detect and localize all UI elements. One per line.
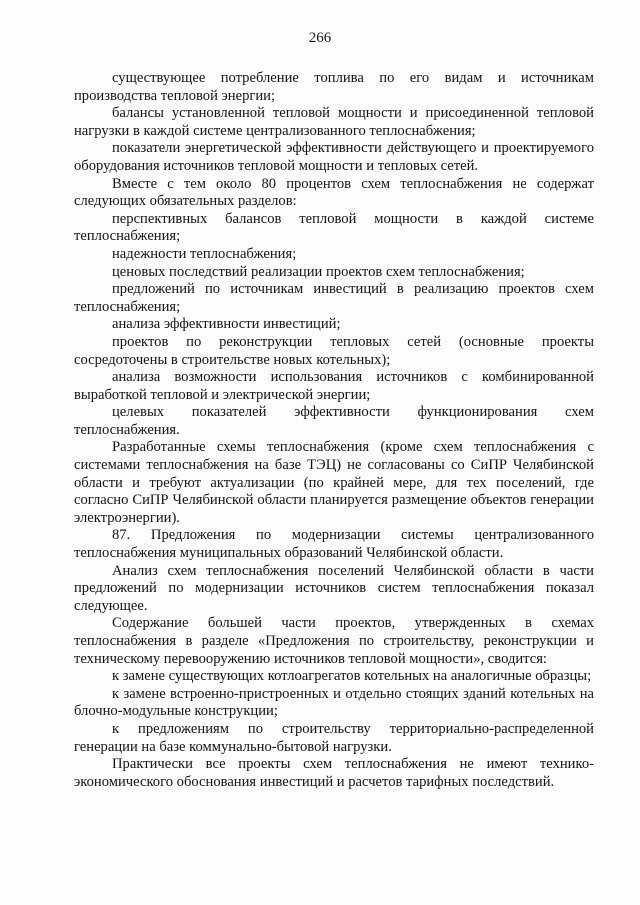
paragraph: анализа эффективности инвестиций; xyxy=(112,316,341,333)
paragraph: предложений по источникам инвестиций в реализацию проектов схем теплоснабжения; xyxy=(74,281,594,315)
paragraph: к предложениям по строительству территориально-распределенной генерации на базе коммунально-бытовой нагрузки. xyxy=(74,720,594,755)
paragraph: надежности теплоснабжения; xyxy=(112,245,297,262)
paragraph: к замене существующих котлоагрегатов котельных на аналогичные образцы; xyxy=(112,668,592,685)
section-heading-87: 87. Предложения по модернизации системы централизованного теплоснабжения муниципальных образований Челябинской области. xyxy=(74,527,594,562)
paragraph: Разработанные схемы теплоснабжения (кроме схем теплоснабжения с системами теплоснабжения на базе ТЭЦ) не согласованы со СиПР Челябинской области и требуют актуализации (по крайней мере, для тех поселений, где согласно СиПР Челябинской области планируется размещение объектов генерации электроэнергии). xyxy=(74,439,594,526)
document-body xyxy=(74,70,594,791)
paragraph: к замене встроенно-пристроенных и отдельно стоящих зданий котельных на блочно-модульные конструкции; xyxy=(74,685,594,720)
paragraph: Практически все проекты схем теплоснабжения не имеют технико-экономического обоснования инвестиций и расчетов тарифных последствий. xyxy=(74,756,594,790)
paragraph: показатели энергетической эффективности действующего и проектируемого оборудования источников тепловой мощности и тепловых сетей. xyxy=(74,140,594,174)
paragraph: Вместе с тем около 80 процентов схем теплоснабжения не содержат следующих обязательных разделов: xyxy=(74,175,594,210)
page-number: 266 xyxy=(308,30,332,46)
paragraph: проектов по реконструкции тепловых сетей (основные проекты сосредоточены в строительстве новых котельных); xyxy=(74,333,594,368)
paragraph: ценовых последствий реализации проектов схем теплоснабжения; xyxy=(112,263,525,280)
paragraph: существующее потребление топлива по его видам и источникам производства тепловой энергии; xyxy=(74,70,594,104)
paragraph: Анализ схем теплоснабжения поселений Челябинской области в части предложений по модернизации источников систем теплоснабжения показал следующее. xyxy=(74,562,594,614)
paragraph: анализа возможности использования источников с комбинированной выработкой тепловой и электрической энергии; xyxy=(74,369,594,403)
paragraph: Содержание большей части проектов, утвержденных в схемах теплоснабжения в разделе «Предложения по строительству, реконструкции и техническому перевооружению источников тепловой мощности», сводится: xyxy=(74,615,594,667)
paragraph: перспективных балансов тепловой мощности в каждой системе теплоснабжения; xyxy=(74,210,594,245)
paragraph: целевых показателей эффективности функционирования схем теплоснабжения. xyxy=(74,404,594,438)
paragraph: балансы установленной тепловой мощности и присоединенной тепловой нагрузки в каждой системе централизованного теплоснабжения; xyxy=(74,105,594,139)
